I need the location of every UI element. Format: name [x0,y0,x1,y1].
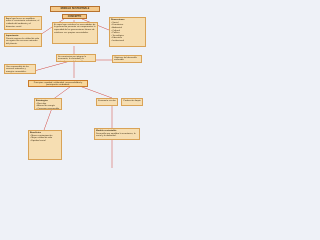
mid-right-box [112,55,142,63]
pillar-item: • Política [111,32,144,35]
summary-box [94,128,140,140]
strategies-heading: Estrategias [36,99,48,102]
circular-economy-text: Economía circular [98,99,116,102]
strategy-item: • Ahorro de energía [36,105,60,108]
strategy-item: • Reciclaje [36,103,60,106]
subtitle-box [62,14,87,19]
left-mid-text: Permite mejorar la calidad de vida sin agotar los recursos naturales del planeta. [6,37,40,45]
pillar-item: • Ambiental [111,27,144,30]
clean-production-text: Producción limpia [123,99,141,102]
subtitle-text: CONCEPTO [67,14,82,18]
benefits-box [28,130,62,160]
definition-text: Es aquel que satisface las necesidades de la generación presente sin comprometer la capacidad de las generaciones futuras de satisfacer sus propias necesidades. [54,23,96,34]
left-top-box [4,16,42,30]
concept-map [0,0,149,198]
pillars-box [109,17,146,47]
benefit-item: • Menor contaminación [30,135,60,138]
pillars-heading: Dimensiones [111,18,125,21]
mid-right-text: Objetivos del desarrollo sostenible [114,56,137,62]
strategies-box [34,98,62,110]
title-text: MODELO SUSTENTABLE [60,6,90,10]
connector [44,108,52,130]
definition-box [52,22,98,44]
pillar-item: • Institucional [111,40,144,43]
summary-text: Desarrollo que equilibra lo económico, lo social y lo ambiental. [96,132,136,138]
pillar-item: • Económica [111,24,144,27]
center-wide-text: Principios: equidad, solidaridad, responsabilidad y participación ciudadana. [33,81,83,87]
mid-box-text: Se caracteriza por integrar la economía, la sociedad y la naturaleza en el desarrollo. [58,55,87,62]
mid-box [56,54,96,62]
summary-heading: Modelo sustentable [96,129,117,132]
left-bottom-text: Uso responsable de los recursos naturales y energías renovables. [6,65,29,73]
left-bottom-box [4,64,36,74]
pillar-item: • Cultural [111,30,144,33]
benefit-item: • Mejor calidad de vida [30,137,60,140]
left-mid-box [4,33,42,47]
left-mid-heading: Importancia [6,34,19,37]
strategy-item: • Consumo responsable [36,108,60,110]
left-top-text: Aquel que busca un equilibrio entre el crecimiento económico, el cuidado del ambiente y el bienestar social. [6,17,40,28]
pillar-item: • Social [111,22,144,25]
pillar-item: • Educativa [111,37,144,40]
pillar-item: • Tecnológica [111,35,144,38]
benefits-heading: Beneficios [30,131,42,134]
clean-production-box [121,98,143,106]
center-wide-box [28,80,88,87]
circular-economy-box [96,98,118,106]
title-box [50,6,100,12]
benefit-item: • Equidad social [30,140,60,143]
